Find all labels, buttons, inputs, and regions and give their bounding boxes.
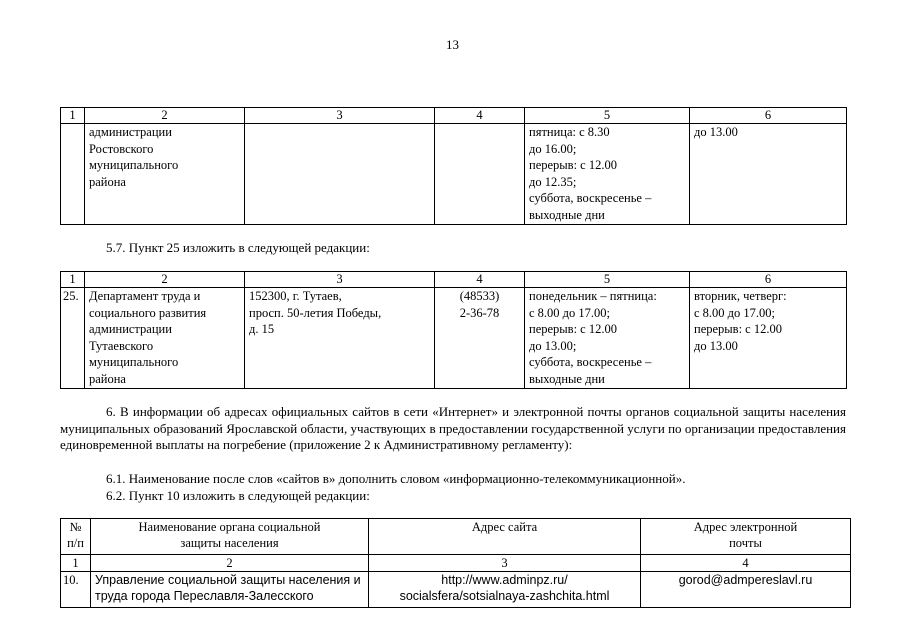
paragraph-5-7: 5.7. Пункт 25 изложить в следующей редакции: — [106, 240, 370, 255]
column-number: 3 — [245, 108, 435, 124]
paragraph-6-1: 6.1. Наименование после слов «сайтов в» дополнить словом «информационно-телекоммуникационной». — [106, 471, 686, 486]
column-number: 1 — [61, 272, 85, 288]
work-hours-cell: понедельник – пятница: с 8.00 до 17.00; перерыв: с 12.00 до 13.00; суббота, воскресенье – выходные дни — [525, 288, 690, 389]
column-number: 5 — [525, 272, 690, 288]
paragraph-6: 6. В информации об адресах официальных сайтов в сети «Интернет» и электронной почты органов социальной защиты населения муниципальных образований Ярославской области, участвующих в предоставлении государственной услуги по организации предоставления единовременной выплаты на погребение (приложение 2 к Административному регламенту): — [60, 404, 846, 452]
reception-hours-cell: до 13.00 — [690, 124, 847, 225]
column-number: 3 — [245, 272, 435, 288]
column-number: 5 — [525, 108, 690, 124]
reception-hours-cell: вторник, четверг: с 8.00 до 17.00; перерыв: с 12.00 до 13.00 — [690, 288, 847, 389]
column-header-website: Адрес сайта — [369, 519, 641, 555]
websites-table — [60, 518, 851, 608]
schedule-table-item-25 — [60, 271, 847, 389]
column-number: 6 — [690, 108, 847, 124]
page-number: 13 — [446, 37, 459, 52]
schedule-table-continued — [60, 107, 847, 225]
column-number: 1 — [61, 108, 85, 124]
organization-name-cell: Департамент труда и социального развития администрации Тутаевского муниципального района — [85, 288, 245, 389]
organization-name-cell: Управление социальной защиты населения и труда города Переславля-Залесского — [91, 572, 369, 608]
column-number: 1 — [61, 555, 91, 572]
work-hours-cell: пятница: с 8.30 до 16.00; перерыв: с 12.00 до 12.35; суббота, воскресенье – выходные дни — [525, 124, 690, 225]
column-number: 2 — [85, 108, 245, 124]
column-number: 4 — [435, 272, 525, 288]
column-number: 6 — [690, 272, 847, 288]
table-row — [61, 288, 847, 389]
table-header-row — [61, 272, 847, 288]
column-number: 4 — [641, 555, 851, 572]
column-number: 2 — [91, 555, 369, 572]
organization-name-cell: администрации Ростовского муниципального района — [85, 124, 245, 225]
table-row — [61, 124, 847, 225]
phone-cell — [435, 124, 525, 225]
email-link[interactable]: gorod@admpereslavl.ru — [641, 572, 851, 608]
column-header-email: Адрес электронной почты — [641, 519, 851, 555]
website-link[interactable]: http://www.adminpz.ru/ socialsfera/sotsialnaya-zashchita.html — [369, 572, 641, 608]
address-cell: 152300, г. Тутаев, просп. 50-летия Победы, д. 15 — [245, 288, 435, 389]
column-header-number: № п/п — [61, 519, 91, 555]
column-number: 4 — [435, 108, 525, 124]
paragraph-6-2: 6.2. Пункт 10 изложить в следующей редакции: — [106, 488, 370, 503]
column-header-organization: Наименование органа социальной защиты населения — [91, 519, 369, 555]
row-number-cell — [61, 124, 85, 225]
table-header-row — [61, 108, 847, 124]
row-number-cell: 10. — [61, 572, 91, 608]
table-row — [61, 572, 851, 608]
table-header-row — [61, 519, 851, 555]
column-number: 3 — [369, 555, 641, 572]
row-number-cell: 25. — [61, 288, 85, 389]
column-number: 2 — [85, 272, 245, 288]
phone-cell: (48533) 2-36-78 — [435, 288, 525, 389]
table-numbering-row — [61, 555, 851, 572]
address-cell — [245, 124, 435, 225]
